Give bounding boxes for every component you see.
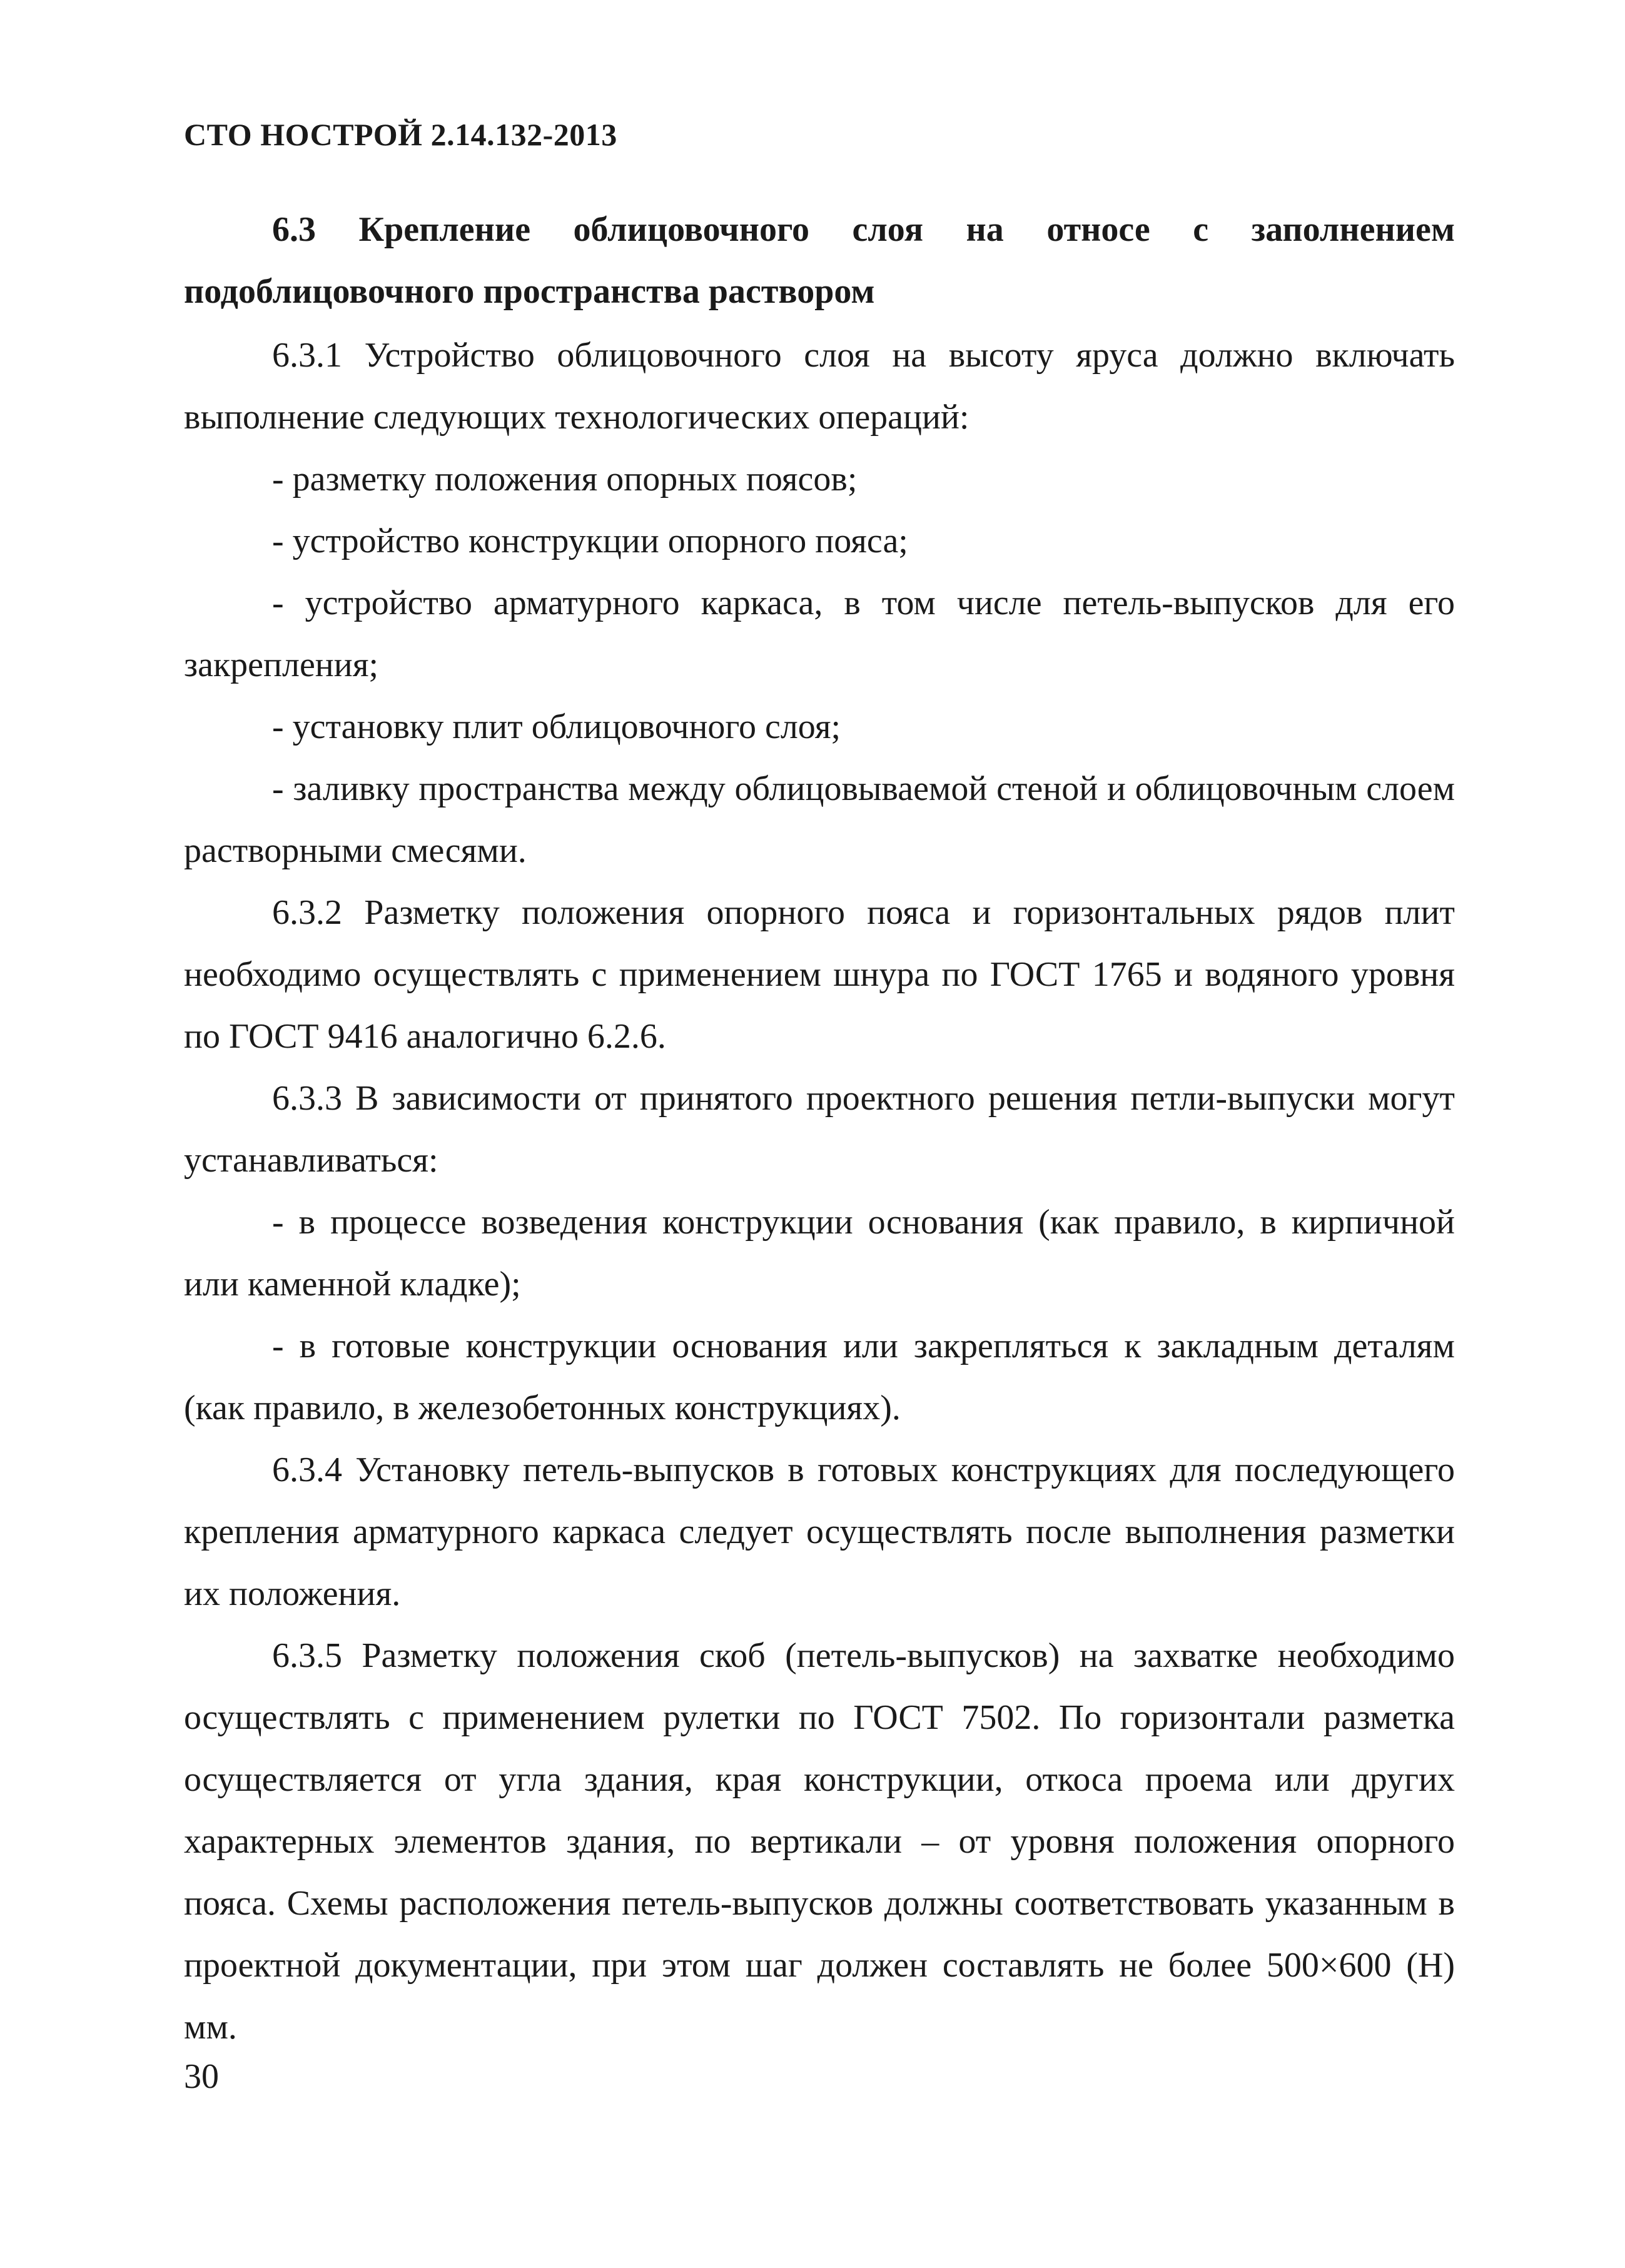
document-code-header: СТО НОСТРОЙ 2.14.132-2013 xyxy=(184,117,617,152)
page-number: 30 xyxy=(184,2057,219,2096)
paragraph-6-3-3: 6.3.3 В зависимости от принятого проектного решения петли-выпуски могут устанавливаться: xyxy=(184,1079,1455,1180)
list-item-mortar-fill: - заливку пространства между облицовываемой стеной и облицовочным слоем растворными смесями. xyxy=(184,769,1455,870)
paragraph-6-3-5: 6.3.5 Разметку положения скоб (петель-выпусков) на захватке необходимо осуществлять с применением рулетки по ГОСТ 7502. По горизонтали разметка осуществляется от угла здания, края конструкции, откоса проема или других характерных элементов здания, по вертикали – от уровня положения опорного пояса. Схемы расположения петель-выпусков должны соответствовать указанным в проектной документации, при этом шаг должен составлять не более 500×600 (Н) мм. xyxy=(184,1636,1455,2047)
list-item-reinforcement-frame: - устройство арматурного каркаса, в том числе петель-выпусков для его закрепления; xyxy=(184,584,1455,684)
list-item-slab-installation: - установку плит облицовочного слоя; xyxy=(272,707,841,746)
document-body xyxy=(184,199,1455,2058)
paragraph-6-3-4: 6.3.4 Установку петель-выпусков в готовых конструкциях для последующего крепления арматурного каркаса следует осуществлять после выполнения разметки их положения. xyxy=(184,1450,1455,1613)
section-title: 6.3 Крепление облицовочного слоя на относе с заполнением подоблицовочного пространства раствором xyxy=(184,210,1455,311)
list-item-masonry: - в процессе возведения конструкции основания (как правило, в кирпичной или каменной кладке); xyxy=(184,1203,1455,1304)
paragraph-6-3-2: 6.3.2 Разметку положения опорного пояса и горизонтальных рядов плит необходимо осуществлять с применением шнура по ГОСТ 1765 и водяного уровня по ГОСТ 9416 аналогично 6.2.6. xyxy=(184,893,1455,1056)
paragraph-6-3-1: 6.3.1 Устройство облицовочного слоя на высоту яруса должно включать выполнение следующих технологических операций: xyxy=(184,336,1455,437)
list-item-marking: - разметку положения опорных поясов; xyxy=(272,460,858,499)
list-item-concrete: - в готовые конструкции основания или закрепляться к закладным деталям (как правило, в железобетонных конструкциях). xyxy=(184,1327,1455,1427)
list-item-support-belt: - устройство конструкции опорного пояса; xyxy=(272,522,908,560)
